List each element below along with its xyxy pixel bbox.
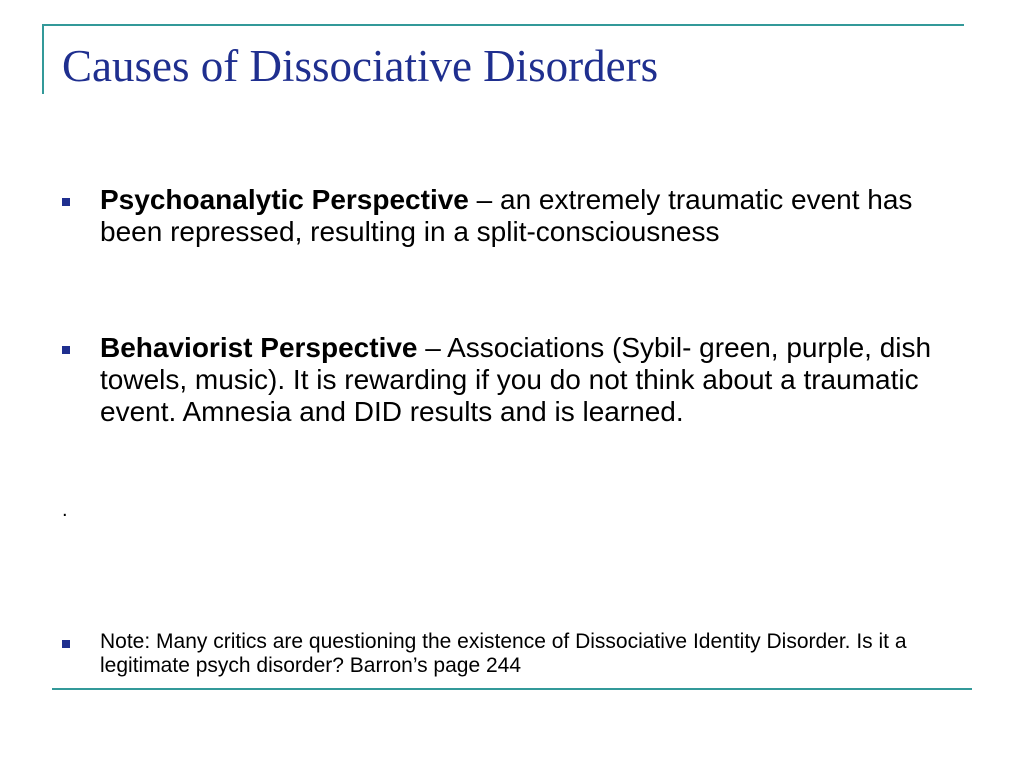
bullet-term: Behaviorist Perspective xyxy=(100,332,418,363)
bullet-description: – Associations (Sybil- green, purple, dish towels, music). It is rewarding if you do not think about a traumatic event. Amnesia and DID results and is learned. xyxy=(100,332,932,427)
bullet-description: – an extremely traumatic event has been repressed, resulting in a split-consciousness xyxy=(100,184,913,247)
bullet-text xyxy=(100,332,962,428)
bullet-behaviorist xyxy=(62,332,962,428)
square-bullet-icon xyxy=(62,640,70,648)
bullet-term: Psychoanalytic Perspective xyxy=(100,184,469,215)
stray-period: . xyxy=(62,499,68,521)
note-text: Note: Many critics are questioning the existence of Dissociative Identity Disorder. Is it a legitimate psych disorder? Barron’s page 244 xyxy=(100,630,907,677)
bullet-psychoanalytic xyxy=(62,184,962,248)
square-bullet-icon xyxy=(62,198,70,206)
left-rule-divider xyxy=(42,24,44,94)
slide-title: Causes of Dissociative Disorders xyxy=(62,41,659,91)
bullet-text xyxy=(100,184,962,248)
square-bullet-icon xyxy=(62,346,70,354)
bullet-note xyxy=(62,630,962,678)
bottom-rule-divider xyxy=(52,688,972,690)
top-rule-divider xyxy=(42,24,964,26)
